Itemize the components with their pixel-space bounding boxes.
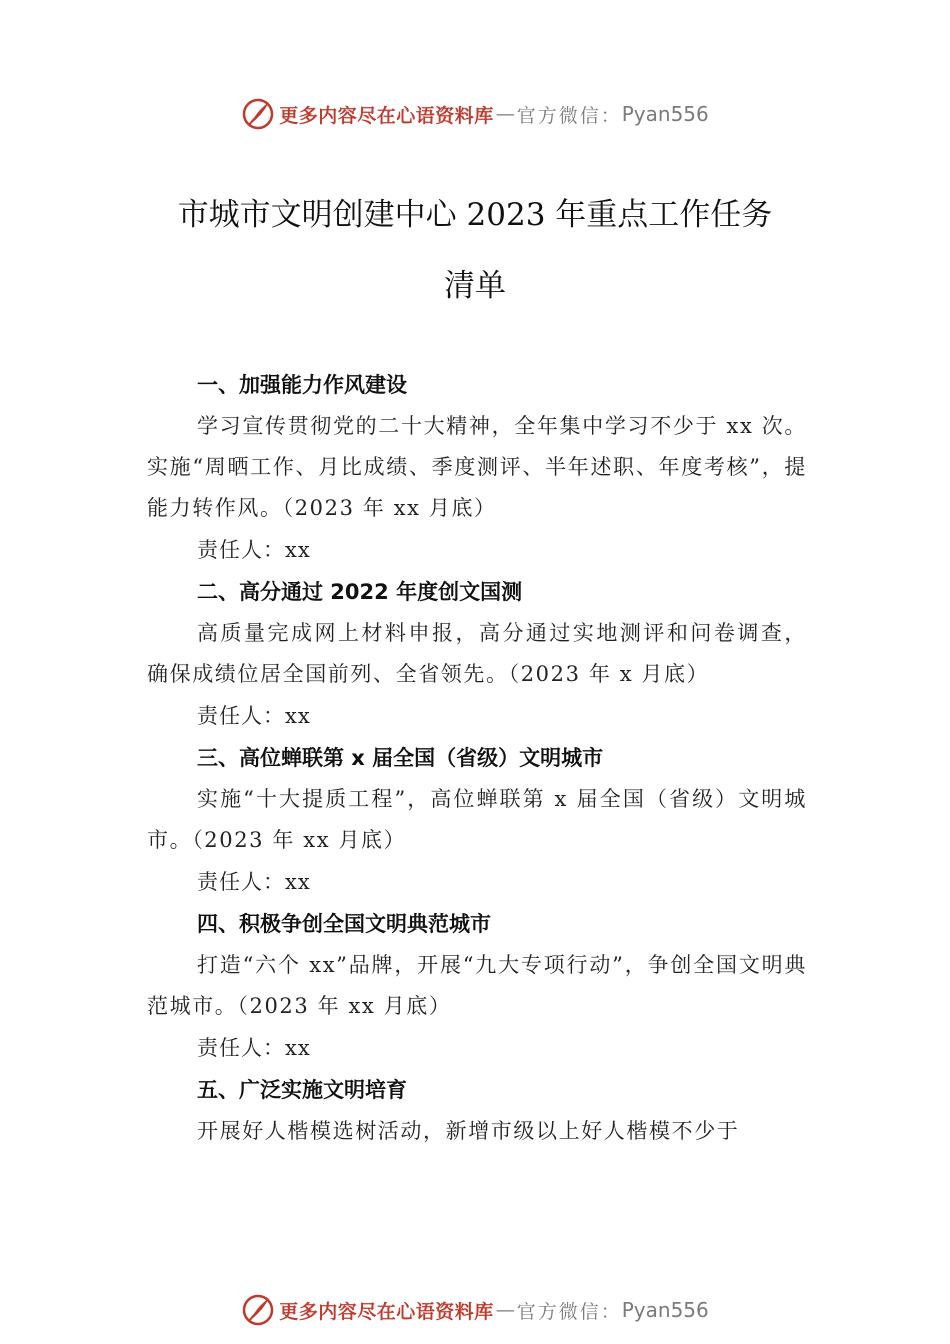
responsible-person: 责任人：xx xyxy=(197,704,311,728)
quill-logo-icon xyxy=(241,97,275,131)
banner-wechat-id: Pyan556 xyxy=(621,1298,709,1322)
section-paragraph: 学习宣传贯彻党的二十大精神，全年集中学习不少于 xx 次。实施“周晒工作、月比成绩、季度测评、半年述职、年度考核”，提能力转作风。（2023 年 xx 月底） xyxy=(147,414,807,520)
banner-wechat-id: Pyan556 xyxy=(621,102,709,126)
section-heading: 五、广泛实施文明培育 xyxy=(197,1078,407,1102)
responsible-person: 责任人：xx xyxy=(197,538,311,562)
section-heading: 三、高位蝉联第 x 届全国（省级）文明城市 xyxy=(197,746,604,770)
section-heading: 一、加强能力作风建设 xyxy=(197,373,407,397)
banner-wechat-label: 官方微信： xyxy=(516,104,622,127)
section-paragraph: 开展好人楷模选树活动，新增市级以上好人楷模不少于 xyxy=(197,1119,740,1143)
banner-wechat-label: 官方微信： xyxy=(516,1300,622,1323)
document-body xyxy=(147,364,807,1152)
banner-dash: — xyxy=(495,1299,515,1321)
quill-logo-icon xyxy=(241,1293,275,1327)
banner-dash: — xyxy=(495,103,515,125)
section-paragraph: 高质量完成网上材料申报，高分通过实地测评和问卷调查，确保成绩位居全国前列、全省领先。（2023 年 x 月底） xyxy=(147,621,807,686)
header-banner xyxy=(0,94,950,134)
title-line-1: 市城市文明创建中心 2023 年重点工作任务 xyxy=(177,197,773,233)
section-paragraph: 实施“十大提质工程”，高位蝉联第 x 届全国（省级）文明城市。（2023 年 xx 月底） xyxy=(147,787,807,852)
document-title xyxy=(120,180,830,322)
section-paragraph: 打造“六个 xx”品牌，开展“九大专项行动”，争创全国文明典范城市。（2023 年 xx 月底） xyxy=(147,953,807,1018)
banner-brand: 更多内容尽在心语资料库 xyxy=(279,1300,494,1323)
responsible-person: 责任人：xx xyxy=(197,1036,311,1060)
footer-banner xyxy=(0,1290,950,1330)
banner-brand: 更多内容尽在心语资料库 xyxy=(279,104,494,127)
title-line-2: 清单 xyxy=(444,268,506,304)
responsible-person: 责任人：xx xyxy=(197,870,311,894)
section-heading: 四、积极争创全国文明典范城市 xyxy=(197,912,491,936)
section-heading: 二、高分通过 2022 年度创文国测 xyxy=(197,580,523,604)
